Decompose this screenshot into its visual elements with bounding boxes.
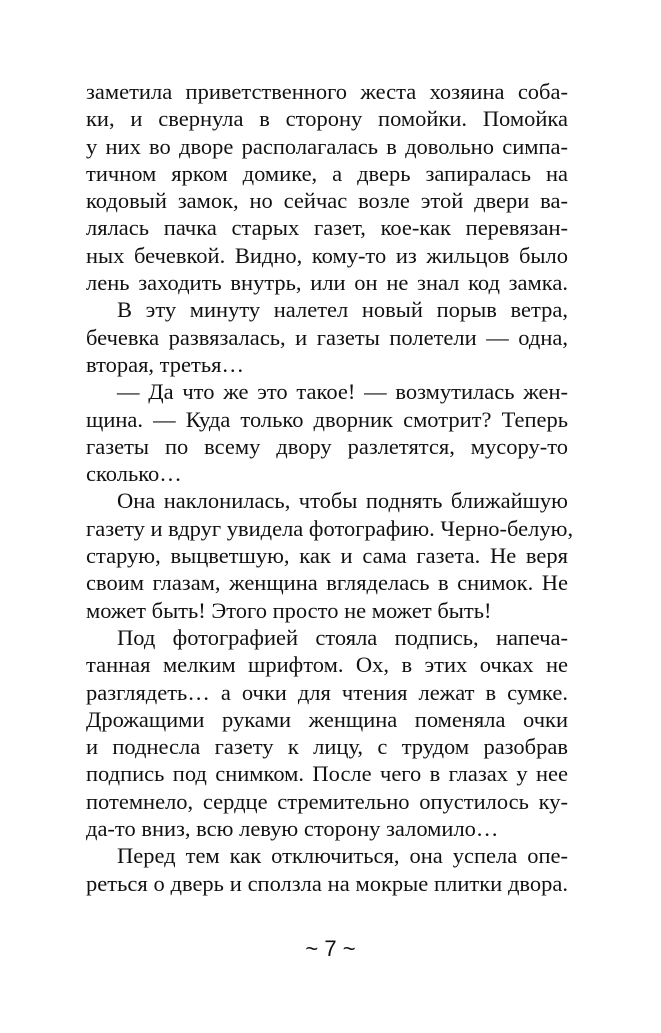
text-line: своим глазам, женщина вгляделась в снимок. Не [86, 570, 568, 596]
text-line: Дрожащими руками женщина поменяла очки [86, 706, 568, 732]
text-line: может быть! Этого просто не может быть! [86, 597, 492, 623]
text-line: вторая, третья… [86, 351, 244, 377]
page-number: ~ 7 ~ [305, 936, 356, 961]
page-body [86, 78, 574, 897]
text-line: лень заходить внутрь, или он не знал код замка. [86, 270, 568, 296]
paragraph [86, 624, 568, 842]
text-line: тичном ярком домике, а дверь запиралась на [86, 160, 568, 186]
text-line: разглядеть… а очки для чтения лежат в сумке. [86, 679, 568, 705]
text-line: щина. — Куда только дворник смотрит? Теперь [86, 406, 568, 432]
text-line: В эту минуту налетел новый порыв ветра, [117, 297, 568, 323]
text-line: газету и вдруг увидела фотографию. Черно-белую, [86, 515, 574, 541]
text-line: газеты по всему двору разлетятся, мусору-то [86, 433, 568, 459]
text-line: старую, выцветшую, как и сама газета. Не веря [86, 543, 568, 569]
paragraph [86, 842, 568, 897]
paragraph [86, 78, 568, 296]
text-line: — Да что же это такое! — возмутилась жен- [117, 379, 568, 405]
text-line: лялась пачка старых газет, кое-как перевязан- [86, 215, 568, 241]
text-line: сколько… [86, 461, 182, 487]
text-line: ки, и свернула в сторону помойки. Помойка [86, 106, 568, 132]
text-line: Под фотографией стояла подпись, напеча- [117, 624, 568, 650]
text-line: Она наклонилась, чтобы поднять ближайшую [117, 488, 568, 514]
paragraph [86, 487, 574, 623]
text-line: танная мелким шрифтом. Ох, в этих очках не [86, 652, 568, 678]
text-line: подпись под снимком. После чего в глазах у нее [86, 761, 568, 787]
text-line: потемнело, сердце стремительно опустилось ку- [86, 788, 568, 814]
text-line: и поднесла газету к лицу, с трудом разобрав [86, 734, 568, 760]
text-line: заметила приветственного жеста хозяина соба- [86, 79, 568, 104]
text-line: кодовый замок, но сейчас возле этой двери ва- [86, 188, 568, 214]
paragraph [86, 296, 568, 378]
text-line: реться о дверь и сползла на мокрые плитки двора. [86, 870, 568, 896]
text-line: у них во дворе располагалась в довольно симпа- [86, 133, 568, 159]
text-line: Перед тем как отключиться, она успела опе- [117, 843, 568, 869]
text-line: да-то вниз, всю левую сторону заломило… [86, 816, 499, 842]
text-line: ных бечевкой. Видно, кому-то из жильцов было [86, 242, 568, 268]
text-line: бечевка развязалась, и газеты полетели — одна, [86, 324, 568, 350]
paragraph [86, 378, 568, 487]
